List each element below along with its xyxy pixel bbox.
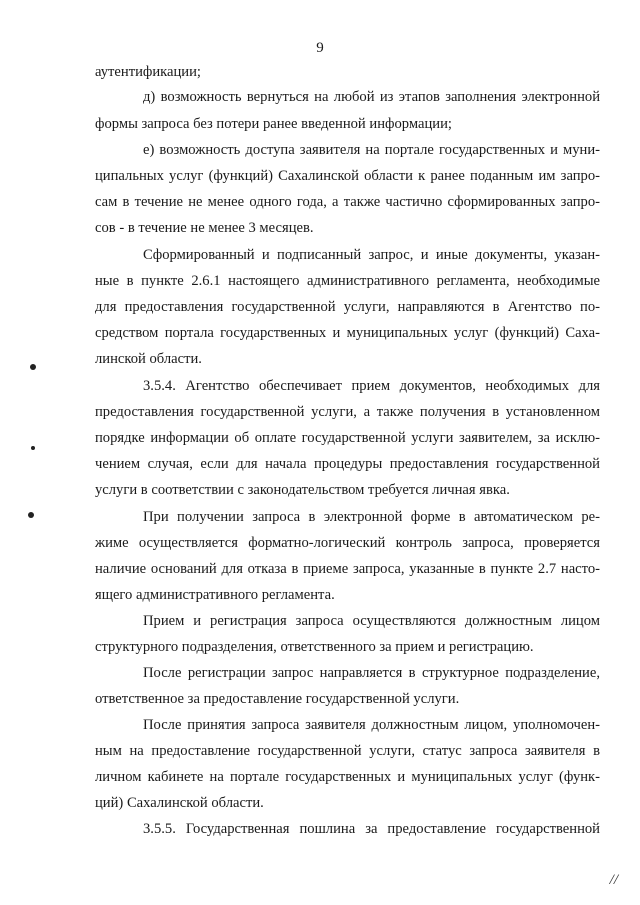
- text-line: аутентификации;: [95, 64, 201, 80]
- text-line: чением случая, если для начала процедуры предоставления государственной: [95, 456, 600, 472]
- text-line: После принятия запроса заявителя должностным лицом, уполномочен-: [143, 717, 600, 733]
- text-line: 3.5.5. Государственная пошлина за предоставление государственной: [143, 821, 600, 837]
- text-line: жиме осуществляется форматно-логический контроль запроса, проверяется: [95, 535, 600, 551]
- text-line: При получении запроса в электронной форме в автоматическом ре-: [143, 509, 600, 525]
- corner-handwritten-mark: //: [609, 872, 618, 888]
- text-line: е) возможность доступа заявителя на портале государственных и муни-: [143, 142, 600, 158]
- scan-mark: [30, 364, 36, 370]
- text-line: средством портала государственных и муниципальных услуг (функций) Саха-: [95, 325, 600, 341]
- text-line: личном кабинете на портале государственных и муниципальных услуг (функ-: [95, 769, 600, 785]
- text-line: порядке информации об оплате государственной услуги заявителем, за исклю-: [95, 430, 600, 446]
- text-line: ящего административного регламента.: [95, 587, 335, 603]
- text-line: ответственное за предоставление государственной услуги.: [95, 691, 460, 707]
- text-line: наличие оснований для отказа в приеме запроса, указанные в пункте 2.7 насто-: [95, 561, 600, 577]
- text-line: Прием и регистрация запроса осуществляются должностным лицом: [143, 613, 600, 629]
- text-line: линской области.: [95, 351, 202, 367]
- text-line: сам в течение не менее одного года, а также частично сформированных запро-: [95, 194, 600, 210]
- scan-mark: [31, 446, 35, 450]
- text-line: ным на предоставление государственной услуги, статус запроса заявителя в: [95, 743, 600, 759]
- page-number: 9: [316, 40, 324, 56]
- text-line: структурного подразделения, ответственного за прием и регистрацию.: [95, 639, 534, 655]
- text-line: 3.5.4. Агентство обеспечивает прием документов, необходимых для: [143, 378, 600, 394]
- text-line: д) возможность вернуться на любой из этапов заполнения электронной: [143, 89, 600, 105]
- text-line: предоставления государственной услуги, а также получения в установленном: [95, 404, 600, 420]
- text-line: Сформированный и подписанный запрос, и иные документы, указан-: [143, 247, 600, 263]
- text-line: сов - в течение не менее 3 месяцев.: [95, 220, 314, 236]
- text-line: ные в пункте 2.6.1 настоящего административного регламента, необходимые: [95, 273, 600, 289]
- text-line: ципальных услуг (функций) Сахалинской области к ранее поданным им запро-: [95, 168, 600, 184]
- text-line: для предоставления государственной услуги, направляются в Агентство по-: [95, 299, 600, 315]
- scan-mark: [28, 512, 34, 518]
- text-line: услуги в соответствии с законодательством требуется личная явка.: [95, 482, 510, 498]
- text-line: После регистрации запрос направляется в структурное подразделение,: [143, 665, 600, 681]
- text-line: формы запроса без потери ранее введенной информации;: [95, 116, 452, 132]
- text-line: ций) Сахалинской области.: [95, 795, 264, 811]
